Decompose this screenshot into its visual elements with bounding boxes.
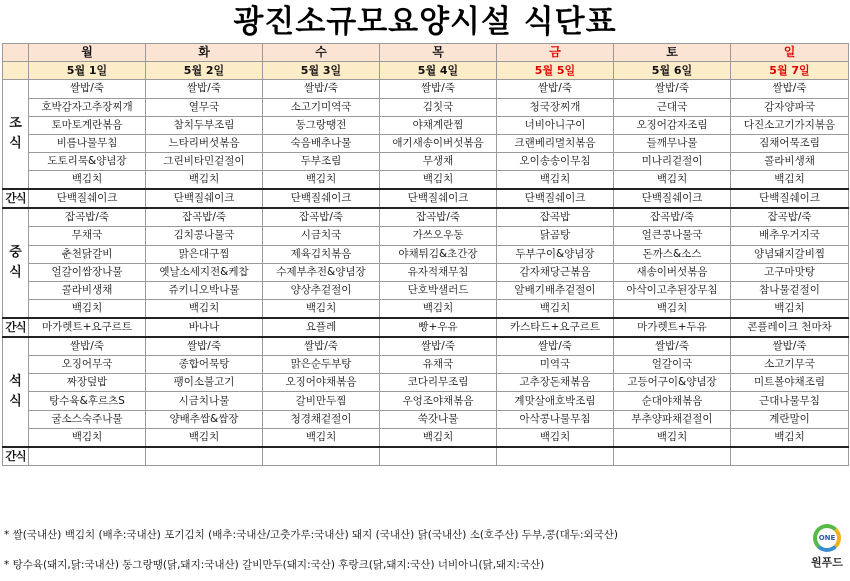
breakfast-row	[3, 80, 849, 98]
lunch-label-char: 중	[9, 245, 22, 261]
menu-cell: 아삭콩나물무침	[497, 410, 614, 428]
menu-cell: 백김치	[263, 300, 380, 319]
lunch-row	[3, 300, 849, 319]
snack-cell: 단백질쉐이크	[614, 189, 731, 208]
menu-cell: 도토리묵&양념장	[29, 153, 146, 171]
menu-cell: 고구마맛탕	[731, 263, 849, 281]
breakfast-row	[3, 116, 849, 134]
breakfast-row	[3, 153, 849, 171]
menu-cell: 닭곰탕	[497, 227, 614, 245]
menu-cell: 무채국	[29, 227, 146, 245]
menu-body	[3, 80, 849, 465]
breakfast-label-char: 조	[9, 116, 22, 132]
menu-cell: 쌀밥/죽	[263, 337, 380, 356]
snack2-row	[3, 318, 849, 337]
breakfast-row	[3, 98, 849, 116]
menu-cell: 쌀밥/죽	[497, 337, 614, 356]
snack-label: 간식	[3, 447, 29, 466]
menu-cell: 백김치	[731, 171, 849, 190]
menu-cell: 야채계란찜	[380, 116, 497, 134]
menu-cell: 소고기무국	[731, 356, 849, 374]
menu-cell: 잡곡밥/죽	[263, 208, 380, 227]
menu-cell: 시금치나물	[146, 392, 263, 410]
menu-cell: 감자채당근볶음	[497, 263, 614, 281]
breakfast-row	[3, 171, 849, 190]
date-header: 5월 4일	[380, 62, 497, 80]
snack-cell: 단백질쉐이크	[146, 189, 263, 208]
snack-cell	[497, 447, 614, 466]
menu-cell: 수제부추전&양념장	[263, 263, 380, 281]
menu-cell: 백김치	[614, 428, 731, 447]
menu-cell: 유자적채무침	[380, 263, 497, 281]
menu-cell: 토마토계란볶음	[29, 116, 146, 134]
menu-cell: 소고기미역국	[263, 98, 380, 116]
menu-cell: 너비아니구이	[497, 116, 614, 134]
origin-footnote-2: * 탕수육(돼지,닭:국내산) 동그랑땡(닭,돼지:국내산) 갈비만두(돼지:국산) 후랑크(닭,돼지:국산) 너비아니(닭,돼지:국산)	[4, 559, 545, 571]
menu-cell: 느타리버섯볶음	[146, 134, 263, 152]
menu-cell: 얼갈이국	[614, 356, 731, 374]
snack-cell: 마가렛트+두유	[614, 318, 731, 337]
dinner-row	[3, 337, 849, 356]
dinner-row	[3, 374, 849, 392]
lunch-row	[3, 263, 849, 281]
menu-cell: 백김치	[29, 171, 146, 190]
menu-cell: 짐채어묵조림	[731, 134, 849, 152]
menu-cell: 백김치	[146, 428, 263, 447]
menu-cell: 가쓰오우동	[380, 227, 497, 245]
menu-cell: 김치콩나물국	[146, 227, 263, 245]
day-header: 일	[731, 44, 849, 62]
snack-cell: 요플레	[263, 318, 380, 337]
snack-label: 간식	[3, 318, 29, 337]
menu-cell: 코다리무조림	[380, 374, 497, 392]
snack-cell	[614, 447, 731, 466]
menu-cell: 오징어무국	[29, 356, 146, 374]
menu-cell: 참치두부조림	[146, 116, 263, 134]
menu-cell: 유채국	[380, 356, 497, 374]
menu-cell: 오징어야채볶음	[263, 374, 380, 392]
menu-cell: 짜장덮밥	[29, 374, 146, 392]
menu-cell: 맑은대구찜	[146, 245, 263, 263]
snack-cell	[731, 447, 849, 466]
menu-cell: 잡곡밥/죽	[146, 208, 263, 227]
breakfast-row	[3, 134, 849, 152]
menu-cell: 백김치	[614, 171, 731, 190]
menu-cell: 고추장돈채볶음	[497, 374, 614, 392]
menu-cell: 두부구이&양념장	[497, 245, 614, 263]
menu-cell: 그린비타민겉절이	[146, 153, 263, 171]
menu-cell: 무생채	[380, 153, 497, 171]
page-title: 광진소규모요양시설 식단표	[233, 4, 617, 40]
date-header: 5월 1일	[29, 62, 146, 80]
menu-cell: 잡곡밥/죽	[29, 208, 146, 227]
snack-cell: 단백질쉐이크	[731, 189, 849, 208]
menu-cell: 계맛살애호박조림	[497, 392, 614, 410]
snack-cell	[146, 447, 263, 466]
snack-cell: 단백질쉐이크	[380, 189, 497, 208]
menu-cell: 아삭이고추된장무침	[614, 281, 731, 299]
snack-cell: 바나나	[146, 318, 263, 337]
menu-cell: 종합어묵탕	[146, 356, 263, 374]
menu-cell: 쌀밥/죽	[614, 80, 731, 98]
menu-cell: 맑은순두부탕	[263, 356, 380, 374]
day-header: 금	[497, 44, 614, 62]
corner-cell	[3, 62, 29, 80]
menu-cell: 두부조림	[263, 153, 380, 171]
menu-cell: 쌀밥/죽	[380, 80, 497, 98]
menu-cell: 돈까스&소스	[614, 245, 731, 263]
menu-cell: 양념돼지갈비찜	[731, 245, 849, 263]
menu-cell: 쌀밥/죽	[614, 337, 731, 356]
menu-cell: 들깨무나물	[614, 134, 731, 152]
lunch-row	[3, 245, 849, 263]
menu-cell: 우엉조야채볶음	[380, 392, 497, 410]
snack-cell: 콘플레이크 천마차	[731, 318, 849, 337]
menu-cell: 팽이소불고기	[146, 374, 263, 392]
lunch-label	[3, 208, 29, 318]
menu-cell: 백김치	[29, 428, 146, 447]
date-header: 5월 2일	[146, 62, 263, 80]
menu-cell: 쌀밥/죽	[146, 337, 263, 356]
origin-footnote-1: * 쌀(국내산) 백김치 (배추:국내산) 포기김치 (배추:국내산/고춧가루:국내산) 돼지 (국내산) 닭(국내산) 소(호주산) 두부,콩(대두:외국산)	[4, 529, 619, 541]
menu-cell: 단호박샐러드	[380, 281, 497, 299]
day-header: 토	[614, 44, 731, 62]
date-header: 5월 7일	[731, 62, 849, 80]
menu-cell: 양상추겉절이	[263, 281, 380, 299]
menu-cell: 쌀밥/죽	[29, 337, 146, 356]
snack-label: 간식	[3, 189, 29, 208]
menu-cell: 다진소고기가지볶음	[731, 116, 849, 134]
date-header-row	[3, 62, 849, 80]
menu-cell: 탕수육&후르츠S	[29, 392, 146, 410]
day-header: 목	[380, 44, 497, 62]
dinner-row	[3, 392, 849, 410]
menu-cell: 계란말이	[731, 410, 849, 428]
menu-cell: 양배추쌈&쌈장	[146, 410, 263, 428]
date-header: 5월 6일	[614, 62, 731, 80]
menu-cell: 부추양파채겉절이	[614, 410, 731, 428]
menu-cell: 쌀밥/죽	[497, 80, 614, 98]
menu-cell: 백김치	[497, 300, 614, 319]
lunch-row	[3, 208, 849, 227]
menu-cell: 쌀밥/죽	[731, 337, 849, 356]
day-header: 수	[263, 44, 380, 62]
menu-cell: 숙음배추나물	[263, 134, 380, 152]
menu-cell: 쌀밥/죽	[731, 80, 849, 98]
dinner-row	[3, 410, 849, 428]
snack-cell: 카스타드+요구르트	[497, 318, 614, 337]
menu-cell: 백김치	[614, 300, 731, 319]
brand-logo	[808, 524, 846, 580]
menu-cell: 쥬키니오박나물	[146, 281, 263, 299]
menu-cell: 얼갈이쌈장나물	[29, 263, 146, 281]
snack-cell: 단백질쉐이크	[29, 189, 146, 208]
menu-cell: 미나리겉절이	[614, 153, 731, 171]
day-header: 월	[29, 44, 146, 62]
menu-cell: 동그랑땡전	[263, 116, 380, 134]
menu-cell: 백김치	[731, 300, 849, 319]
menu-cell: 얼큰콩나물국	[614, 227, 731, 245]
menu-cell: 굴소스숙주나물	[29, 410, 146, 428]
snack-cell: 빵+우유	[380, 318, 497, 337]
menu-cell: 야채튀김&초간장	[380, 245, 497, 263]
menu-cell: 잡곡밥	[497, 208, 614, 227]
breakfast-label	[3, 80, 29, 189]
menu-cell: 배추우거지국	[731, 227, 849, 245]
lunch-label-char: 식	[9, 265, 22, 281]
menu-cell: 고등어구이&양념장	[614, 374, 731, 392]
menu-cell: 잡곡밥/죽	[731, 208, 849, 227]
menu-cell: 백김치	[263, 428, 380, 447]
dinner-label-char: 석	[9, 373, 22, 389]
menu-cell: 잡곡밥/죽	[614, 208, 731, 227]
menu-cell: 쌀밥/죽	[146, 80, 263, 98]
menu-cell: 백김치	[380, 171, 497, 190]
snack-cell	[380, 447, 497, 466]
corner-cell	[3, 44, 29, 62]
snack-cell: 단백질쉐이크	[263, 189, 380, 208]
dinner-label-char: 식	[9, 393, 22, 409]
menu-cell: 김칫국	[380, 98, 497, 116]
date-header: 5월 3일	[263, 62, 380, 80]
menu-cell: 백김치	[263, 171, 380, 190]
menu-cell: 크랜베리멸치볶음	[497, 134, 614, 152]
menu-cell: 백김치	[29, 300, 146, 319]
menu-cell: 미트볼야채조림	[731, 374, 849, 392]
day-header-row	[3, 44, 849, 62]
menu-cell: 열무국	[146, 98, 263, 116]
dinner-label	[3, 337, 29, 447]
menu-cell: 호박감자고추장찌개	[29, 98, 146, 116]
menu-cell: 쌀밥/죽	[263, 80, 380, 98]
day-header: 화	[146, 44, 263, 62]
menu-cell: 콜라비생채	[29, 281, 146, 299]
breakfast-label-char: 식	[9, 136, 22, 152]
menu-cell: 백김치	[497, 428, 614, 447]
menu-cell: 청국장찌개	[497, 98, 614, 116]
snack-cell: 마가렛트+요구르트	[29, 318, 146, 337]
dinner-row	[3, 428, 849, 447]
menu-cell: 새송이버섯볶음	[614, 263, 731, 281]
snack-cell	[263, 447, 380, 466]
menu-cell: 옛날소세지전&케찹	[146, 263, 263, 281]
menu-cell: 백김치	[146, 171, 263, 190]
menu-cell: 감자양파국	[731, 98, 849, 116]
snack-cell	[29, 447, 146, 466]
menu-cell: 콜라비생채	[731, 153, 849, 171]
date-header: 5월 5일	[497, 62, 614, 80]
snack1-row	[3, 189, 849, 208]
menu-cell: 쌀밥/죽	[29, 80, 146, 98]
menu-cell: 비름나물무침	[29, 134, 146, 152]
dinner-row	[3, 356, 849, 374]
logo-text: 원푸드	[811, 556, 843, 569]
menu-cell: 미역국	[497, 356, 614, 374]
menu-cell: 청경채겉절이	[263, 410, 380, 428]
menu-cell: 제육김치볶음	[263, 245, 380, 263]
menu-cell: 쌀밥/죽	[380, 337, 497, 356]
lunch-row	[3, 227, 849, 245]
menu-cell: 갈비만두찜	[263, 392, 380, 410]
menu-cell: 잡곡밥/죽	[380, 208, 497, 227]
menu-cell: 백김치	[497, 171, 614, 190]
menu-cell: 근대국	[614, 98, 731, 116]
menu-cell: 오징어감자조림	[614, 116, 731, 134]
menu-cell: 시금치국	[263, 227, 380, 245]
menu-cell: 백김치	[380, 300, 497, 319]
logo-badge: ONE	[818, 534, 836, 542]
menu-cell: 백김치	[731, 428, 849, 447]
menu-cell: 오이송송이무침	[497, 153, 614, 171]
menu-cell: 춘천닭갈비	[29, 245, 146, 263]
menu-cell: 백김치	[146, 300, 263, 319]
lunch-row	[3, 281, 849, 299]
menu-cell: 알배기배추겉절이	[497, 281, 614, 299]
snack3-row	[3, 447, 849, 466]
menu-cell: 쑥갓나물	[380, 410, 497, 428]
menu-cell: 근대나물무침	[731, 392, 849, 410]
menu-cell: 백김치	[380, 428, 497, 447]
snack-cell: 단백질쉐이크	[497, 189, 614, 208]
menu-cell: 참나물겉절이	[731, 281, 849, 299]
menu-cell: 순대야채볶음	[614, 392, 731, 410]
menu-table	[2, 43, 849, 466]
logo-icon	[813, 524, 841, 552]
menu-cell: 애기새송이버섯볶음	[380, 134, 497, 152]
